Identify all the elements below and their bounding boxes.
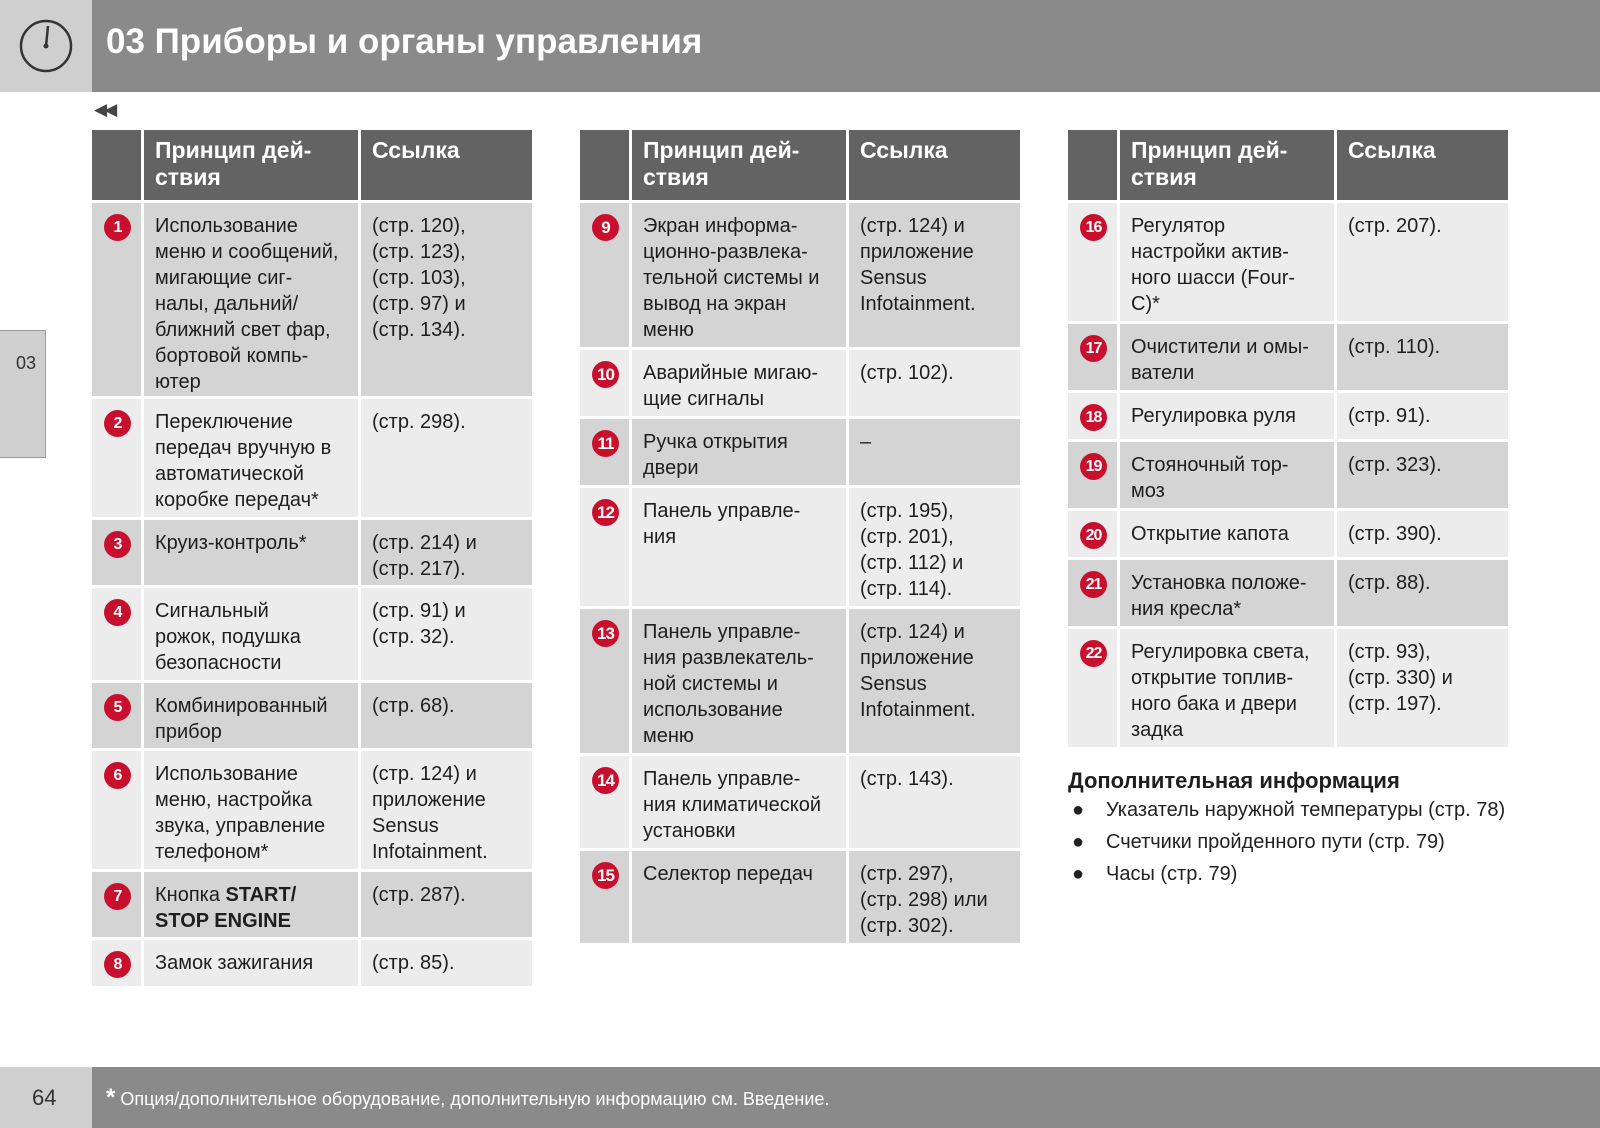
chapter-tab-label: 03	[16, 353, 37, 373]
additional-info	[1068, 768, 1508, 894]
header-reference: Ссылка	[1337, 130, 1508, 200]
item-number-badge: 15	[592, 862, 619, 889]
table-row	[92, 940, 532, 986]
table-row	[92, 751, 532, 869]
footnote	[106, 1084, 829, 1112]
item-number-badge: 3	[104, 531, 131, 558]
table-row	[92, 683, 532, 748]
table-row	[92, 872, 532, 937]
table-row	[92, 520, 532, 585]
item-number-badge: 22	[1080, 640, 1107, 667]
bullet-icon: ●	[1072, 799, 1085, 821]
controls-table-2	[580, 130, 1020, 946]
item-number-badge: 21	[1080, 571, 1107, 598]
table-row	[92, 203, 532, 396]
table-row	[580, 350, 1020, 416]
row-reference[interactable]: (стр. 287).	[361, 872, 532, 937]
item-number-badge: 19	[1080, 453, 1107, 480]
bullet-icon: ●	[1072, 831, 1085, 853]
header-number-cell	[580, 130, 629, 200]
row-principle	[144, 872, 358, 937]
row-reference[interactable]: (стр. 91).	[1337, 393, 1508, 439]
start-stop-engine-label: START/ STOP ENGINE	[155, 884, 297, 932]
controls-table-1	[92, 130, 532, 989]
additional-info-title: Дополнительная информация	[1068, 768, 1400, 793]
header-icon-box	[0, 0, 92, 92]
row-reference: –	[849, 419, 1020, 485]
item-number-badge: 7	[104, 883, 131, 910]
row-reference[interactable]: (стр. 214) и (стр. 217).	[361, 520, 532, 585]
row-reference[interactable]: (стр. 110).	[1337, 324, 1508, 390]
header-number-cell	[1068, 130, 1117, 200]
table-header-row	[1068, 130, 1508, 200]
row-principle: Экран информа- ционно-развлека- тельной системы и вывод на экран меню	[632, 203, 846, 347]
table-row	[92, 588, 532, 680]
table-row	[1068, 442, 1508, 508]
additional-info-list	[1068, 798, 1508, 887]
row-principle: Панель управле- ния	[632, 488, 846, 606]
row-reference[interactable]: (стр. 143).	[849, 756, 1020, 848]
row-principle: Регулятор настройки актив- ного шасси (Four- C)*	[1120, 203, 1334, 321]
table-row	[580, 756, 1020, 848]
row-reference[interactable]: (стр. 323).	[1337, 442, 1508, 508]
row-reference[interactable]: (стр. 124) и приложение Sensus Infotainment.	[849, 609, 1020, 753]
item-number-badge: 1	[104, 214, 131, 241]
row-reference[interactable]: (стр. 93), (стр. 330) и (стр. 197).	[1337, 629, 1508, 747]
row-principle: Круиз-контроль*	[144, 520, 358, 585]
item-number-badge: 16	[1080, 214, 1107, 241]
row-reference[interactable]: (стр. 124) и приложение Sensus Infotainment.	[361, 751, 532, 869]
header-principle: Принцип дей- ствия	[1120, 130, 1334, 200]
row-reference[interactable]: (стр. 91) и (стр. 32).	[361, 588, 532, 680]
row-principle: Панель управле- ния развлекатель- ной системы и использование меню	[632, 609, 846, 753]
row-reference[interactable]: (стр. 207).	[1337, 203, 1508, 321]
item-number-badge: 2	[104, 410, 131, 437]
row-reference[interactable]: (стр. 297), (стр. 298) или (стр. 302).	[849, 851, 1020, 943]
row-reference[interactable]: (стр. 195), (стр. 201), (стр. 112) и (стр. 114).	[849, 488, 1020, 606]
table-row	[92, 399, 532, 517]
table-row	[1068, 629, 1508, 747]
table-row	[580, 419, 1020, 485]
item-number-badge: 18	[1080, 404, 1107, 431]
table-row	[580, 488, 1020, 606]
table-row	[1068, 560, 1508, 626]
table-row	[580, 851, 1020, 943]
row-reference[interactable]: (стр. 68).	[361, 683, 532, 748]
row-principle: Регулировка руля	[1120, 393, 1334, 439]
page-header	[0, 0, 1600, 92]
item-number-badge: 4	[104, 599, 131, 626]
page-title: 03 Приборы и органы управления	[106, 22, 703, 61]
row-principle: Переключение передач вручную в автоматической коробке передач*	[144, 399, 358, 517]
table-row	[1068, 393, 1508, 439]
list-item-text: Часы (стр. 79)	[1106, 863, 1238, 885]
gauge-icon	[0, 0, 92, 92]
chapter-side-tab[interactable]	[0, 330, 46, 458]
back-nav-icon[interactable]: ◀◀	[94, 100, 115, 119]
footnote-star: *	[106, 1084, 116, 1111]
row-principle: Сигнальный рожок, подушка безопасности	[144, 588, 358, 680]
table-header-row	[580, 130, 1020, 200]
row-reference[interactable]: (стр. 298).	[361, 399, 532, 517]
row-principle: Стояночный тор- моз	[1120, 442, 1334, 508]
row-reference[interactable]: (стр. 102).	[849, 350, 1020, 416]
list-item-text: Счетчики пройденного пути (стр. 79)	[1106, 831, 1445, 853]
row-reference[interactable]: (стр. 120), (стр. 123), (стр. 103), (стр. 97) и (стр. 134).	[361, 203, 532, 396]
row-principle: Комбинированный прибор	[144, 683, 358, 748]
row-principle: Панель управле- ния климатической установки	[632, 756, 846, 848]
table-row	[1068, 203, 1508, 321]
header-principle: Принцип дей- ствия	[632, 130, 846, 200]
row-principle: Открытие капота	[1120, 511, 1334, 557]
row-reference[interactable]: (стр. 85).	[361, 940, 532, 986]
item-number-badge: 6	[104, 762, 131, 789]
item-number-badge: 17	[1080, 335, 1107, 362]
row-principle: Замок зажигания	[144, 940, 358, 986]
controls-table-3	[1068, 130, 1508, 750]
table-row	[580, 203, 1020, 347]
item-number-badge: 20	[1080, 522, 1107, 549]
item-number-badge: 12	[592, 499, 619, 526]
item-number-badge: 5	[104, 694, 131, 721]
page-footer	[0, 1067, 1600, 1128]
table-row	[580, 609, 1020, 753]
header-principle: Принцип дей- ствия	[144, 130, 358, 200]
row-principle: Использование меню, настройка звука, управление телефоном*	[144, 751, 358, 869]
list-item[interactable]	[1068, 798, 1508, 823]
item-number-badge: 11	[592, 430, 619, 457]
item-number-badge: 13	[592, 620, 619, 647]
bullet-icon: ●	[1072, 863, 1085, 885]
table-row	[1068, 511, 1508, 557]
row-principle: Селектор передач	[632, 851, 846, 943]
item-number-badge: 14	[592, 767, 619, 794]
list-item[interactable]	[1068, 862, 1508, 887]
row-principle: Регулировка света, открытие топлив- ного бака и двери задка	[1120, 629, 1334, 747]
table-header-row	[92, 130, 532, 200]
list-item-text: Указатель наружной температуры (стр. 78)	[1106, 799, 1506, 821]
page-number: 64	[32, 1085, 57, 1110]
row-principle: Установка положе- ния кресла*	[1120, 560, 1334, 626]
header-number-cell	[92, 130, 141, 200]
table-row	[1068, 324, 1508, 390]
item-number-badge: 8	[104, 951, 131, 978]
row-principle: Очистители и омы- ватели	[1120, 324, 1334, 390]
item-number-badge: 9	[592, 214, 619, 241]
row-reference[interactable]: (стр. 124) и приложение Sensus Infotainment.	[849, 203, 1020, 347]
row-reference[interactable]: (стр. 390).	[1337, 511, 1508, 557]
footnote-text: Опция/дополнительное оборудование, дополнительную информацию см. Введение.	[115, 1089, 830, 1109]
page-number-box	[0, 1067, 92, 1128]
principle-prefix: Кнопка	[155, 884, 226, 906]
item-number-badge: 10	[592, 361, 619, 388]
row-principle: Использование меню и сообщений, мигающие сиг- налы, дальний/ ближний свет фар, бортовой компь- ютер	[144, 203, 358, 396]
header-reference: Ссылка	[849, 130, 1020, 200]
row-reference[interactable]: (стр. 88).	[1337, 560, 1508, 626]
row-principle: Аварийные мигаю- щие сигналы	[632, 350, 846, 416]
list-item[interactable]	[1068, 830, 1508, 855]
header-reference: Ссылка	[361, 130, 532, 200]
row-principle: Ручка открытия двери	[632, 419, 846, 485]
